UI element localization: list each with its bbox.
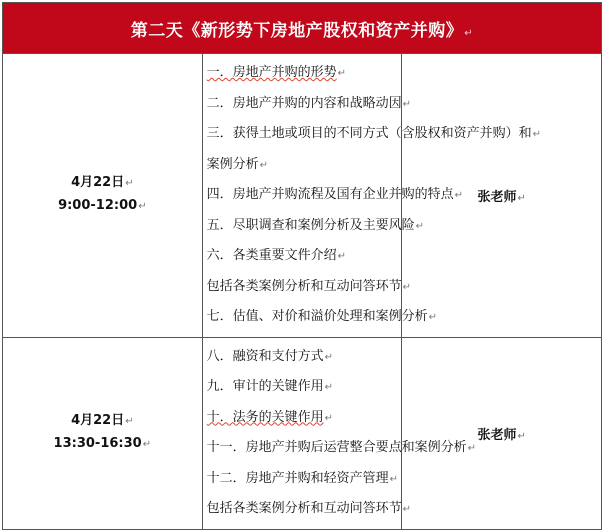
paragraph-mark: ↵ (125, 178, 134, 190)
agenda-item: 四．房地产并购流程及国有企业并购的特点↵ (206, 187, 464, 202)
agenda-item: 二．房地产并购的内容和战略动因↵ (206, 95, 412, 111)
session-time-cell (3, 337, 203, 529)
agenda-item: 包括各类案例分析和互动问答环节↵ (206, 501, 412, 516)
title-cell (3, 3, 602, 54)
paragraph-mark: ↵ (138, 201, 147, 213)
agenda-item: 三．获得土地或项目的不同方式（含股权和资产并购）和↵ (206, 126, 542, 141)
session-teacher-cell (402, 337, 602, 529)
session-date: 4月22日 (71, 175, 125, 191)
session-row (3, 54, 602, 338)
paragraph-mark: ↵ (125, 416, 134, 427)
paragraph-mark: ↵ (517, 430, 526, 442)
paragraph-mark: ↵ (517, 192, 526, 204)
agenda-item: 八．融资和支付方式↵ (206, 348, 334, 364)
session-time: 9:00-12:00 (58, 198, 138, 214)
agenda-item: 包括各类案例分析和互动问答环节↵ (206, 278, 412, 294)
header-row (3, 3, 602, 54)
schedule-document (2, 2, 602, 530)
agenda-item: 五．尽职调查和案例分析及主要风险↵ (206, 217, 425, 233)
agenda-item: 十一．房地产并购后运营整合要点和案例分析↵ (206, 440, 477, 455)
teacher-name: 张老师 (477, 427, 517, 443)
agenda-item: 六．各类重要文件介绍↵ (206, 248, 347, 263)
session-time: 13:30-16:30 (53, 436, 142, 451)
agenda-item: 一．房地产并购的形势↵ (206, 65, 347, 80)
paragraph-mark: ↵ (142, 439, 152, 450)
schedule-title: 第二天《新形势下房地产股权和资产并购》 (130, 20, 464, 41)
agenda-item: 十二．房地产并购和轻资产管理↵ (206, 470, 399, 486)
teacher-name: 张老师 (477, 189, 517, 205)
agenda-item: 案例分析↵ (206, 156, 269, 172)
paragraph-mark: ↵ (464, 27, 474, 39)
agenda-item: 十．法务的关键作用↵ (206, 409, 334, 425)
session-content-cell (202, 337, 477, 529)
session-date: 4月22日 (71, 413, 125, 428)
agenda-item: 七．估值、对价和溢价处理和案例分析↵ (206, 309, 438, 324)
schedule-table (2, 2, 602, 530)
agenda-item: 九．审计的关键作用↵ (206, 379, 334, 394)
session-time-cell (3, 54, 203, 338)
session-row (3, 337, 602, 529)
